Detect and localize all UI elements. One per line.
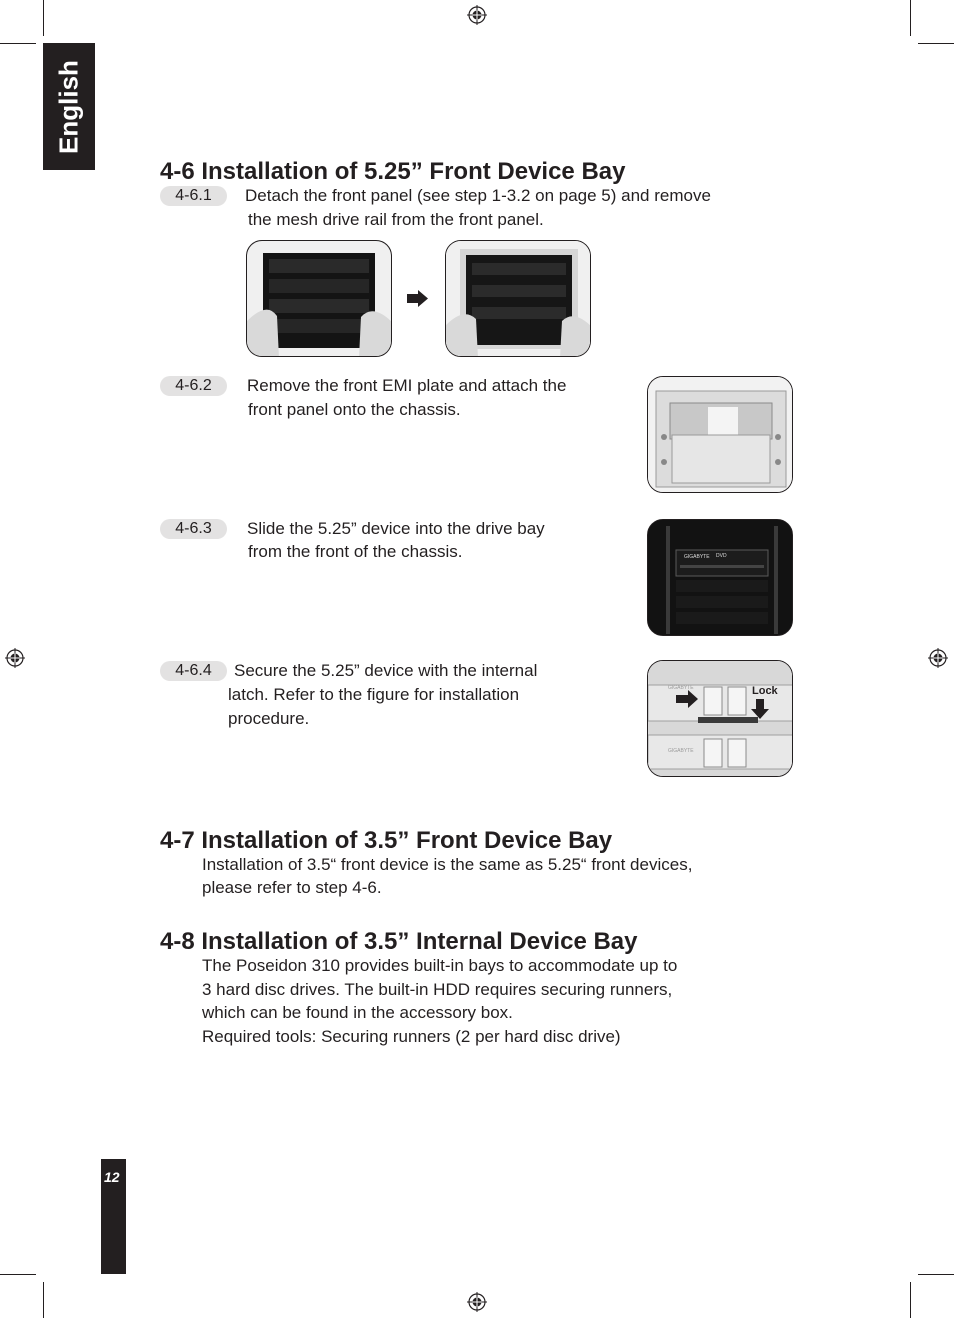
section-title-4-6: 4-6 Installation of 5.25” Front Device Bay: [160, 158, 626, 185]
step-number-4-6-3: 4-6.3: [160, 519, 227, 539]
section-4-8-line3: which can be found in the accessory box.: [202, 1003, 513, 1022]
latch-brand-label-bottom: GIGABYTE: [668, 748, 694, 754]
crop-mark: [43, 0, 44, 36]
step-number-4-6-2: 4-6.2: [160, 376, 227, 396]
step-text-4-6-2-line2: front panel onto the chassis.: [248, 400, 461, 419]
crop-mark: [0, 43, 36, 44]
registration-mark-icon: [5, 648, 25, 668]
step-text-4-6-3-line1: Slide the 5.25” device into the drive bay: [247, 519, 545, 538]
section-4-7-line2: please refer to step 4-6.: [202, 878, 382, 897]
latch-lock-label: Lock: [752, 685, 778, 697]
photo-dvd-drive-bay: [647, 519, 793, 636]
registration-mark-icon: [928, 648, 948, 668]
arrow-right-icon: [407, 290, 428, 307]
step-text-4-6-2-line1: Remove the front EMI plate and attach the: [247, 376, 567, 395]
language-tab: [43, 43, 95, 170]
step-text-4-6-3-line2: from the front of the chassis.: [248, 542, 463, 561]
step-text-4-6-4-line1: Secure the 5.25” device with the internal: [234, 661, 538, 680]
step-number-4-6-4: 4-6.4: [160, 661, 227, 681]
crop-mark: [918, 1274, 954, 1275]
language-tab-label: English: [53, 59, 84, 154]
step-text-4-6-4-line2: latch. Refer to the figure for installation: [228, 685, 520, 704]
step-number-4-6-1: 4-6.1: [160, 186, 227, 206]
crop-mark: [43, 1282, 44, 1318]
crop-mark: [910, 0, 911, 36]
photo-emi-plate-chassis: [647, 376, 793, 493]
page-number-bar: [101, 1159, 126, 1274]
section-4-8-line4: Required tools: Securing runners (2 per hard disc drive): [202, 1027, 621, 1046]
photo-internal-latch: [647, 660, 793, 777]
crop-mark: [0, 1274, 36, 1275]
photo-front-panel-after: [445, 240, 591, 357]
step-text-4-6-1-line2: the mesh drive rail from the front panel.: [248, 210, 544, 229]
dvd-logo-label: DVD: [716, 553, 727, 559]
section-4-8-line1: The Poseidon 310 provides built-in bays to accommodate up to: [202, 956, 678, 975]
section-4-7-line1: Installation of 3.5“ front device is the same as 5.25“ front devices,: [202, 855, 693, 874]
section-title-4-7: 4-7 Installation of 3.5” Front Device Bay: [160, 827, 613, 854]
section-4-8-line2: 3 hard disc drives. The built-in HDD requires securing runners,: [202, 980, 673, 999]
registration-mark-icon: [467, 5, 487, 25]
section-title-4-8: 4-8 Installation of 3.5” Internal Device Bay: [160, 928, 638, 955]
dvd-brand-label: GIGABYTE: [684, 554, 710, 560]
latch-brand-label-top: GIGABYTE: [668, 685, 694, 691]
crop-mark: [910, 1282, 911, 1318]
crop-mark: [918, 43, 954, 44]
photo-front-panel-before: [246, 240, 392, 357]
step-text-4-6-4-line3: procedure.: [228, 709, 310, 728]
registration-mark-icon: [467, 1292, 487, 1312]
step-text-4-6-1-line1: Detach the front panel (see step 1-3.2 on page 5) and remove: [245, 186, 711, 205]
page-number: 12: [104, 1169, 120, 1185]
